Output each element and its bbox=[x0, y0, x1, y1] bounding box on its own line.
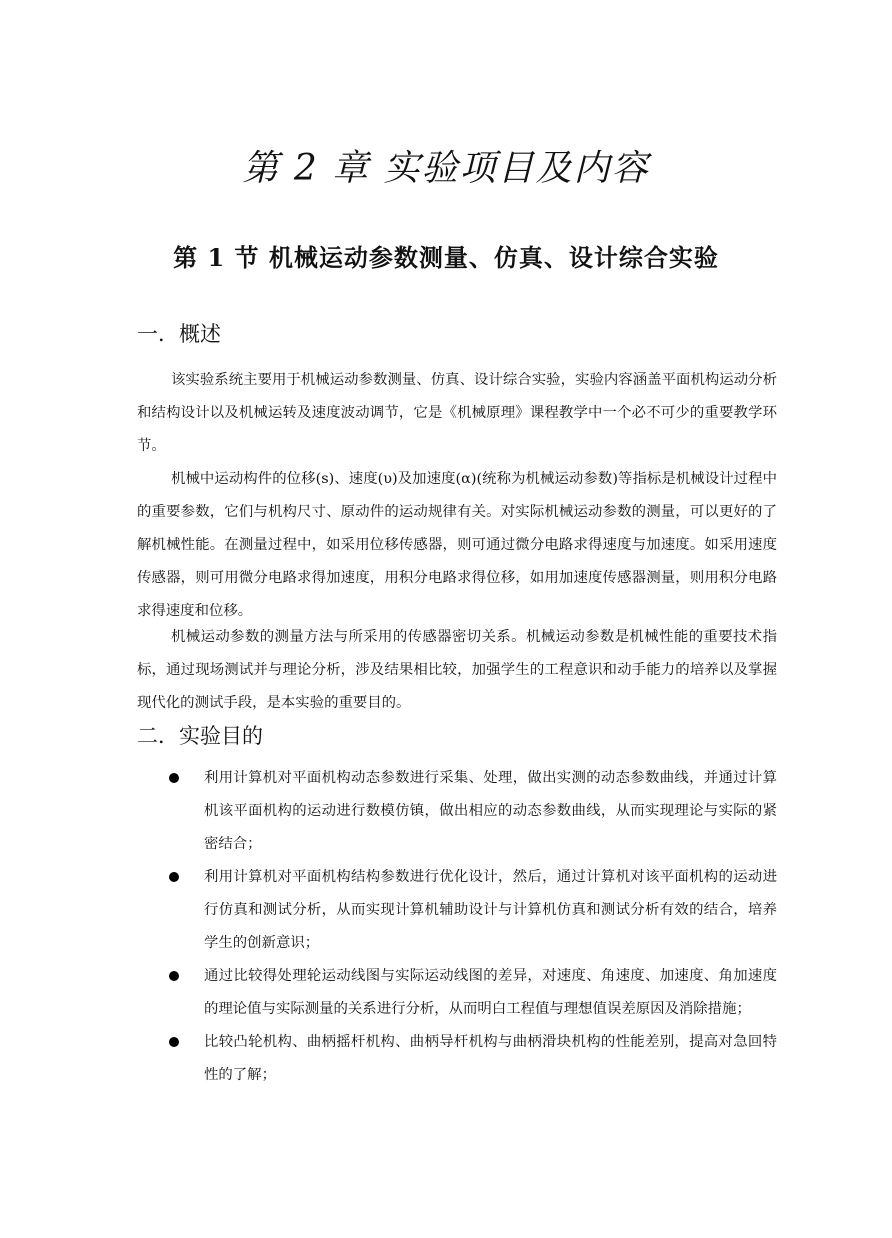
overview-paragraph: 该实验系统主要用于机械运动参数测量、仿真、设计综合实验，实验内容涵盖平面机构运动分析和结构设计以及机械运转及速度波动调节，它是《机械原理》课程教学中一个必不可少的重要教学环节。 bbox=[137, 372, 777, 454]
overview-paragraph: 机械运动参数的测量方法与所采用的传感器密切关系。机械运动参数是机械性能的重要技术指标，通过现场测试并与理论分析，涉及结果相比较，加强学生的工程意识和动手能力的培养以及掌握现代化的测试手段，是本实验的重要目的。 bbox=[137, 629, 777, 711]
section-title: 第 1 节 机械运动参数测量、仿真、设计综合实验 bbox=[173, 243, 719, 272]
list-item bbox=[137, 960, 777, 1026]
list-item bbox=[137, 861, 777, 960]
purpose-heading: 二．实验目的 bbox=[137, 724, 263, 748]
bullet-icon bbox=[169, 1037, 179, 1047]
bullet-icon bbox=[169, 872, 179, 882]
list-item-text: 比较凸轮机构、曲柄摇杆机构、曲柄导杆机构与曲柄滑块机构的性能差别，提高对急回特性的了解； bbox=[204, 1034, 777, 1083]
bullet-icon bbox=[169, 971, 179, 981]
overview-heading: 一．概述 bbox=[137, 322, 221, 346]
list-item-text: 利用计算机对平面机构动态参数进行采集、处理，做出实测的动态参数曲线，并通过计算机该平面机构的运动进行数模仿镇，做出相应的动态参数曲线，从而实现理论与实际的紧密结合； bbox=[204, 770, 777, 852]
bullet-icon bbox=[169, 773, 179, 783]
list-item-text: 利用计算机对平面机构结构参数进行优化设计，然后，通过计算机对该平面机构的运动进行仿真和测试分析，从而实现计算机辅助设计与计算机仿真和测试分析有效的结合，培养学生的创新意识； bbox=[204, 869, 777, 951]
list-item bbox=[137, 762, 777, 861]
list-item bbox=[137, 1026, 777, 1092]
chapter-title: 第 2 章 实验项目及内容 bbox=[242, 148, 650, 189]
list-item-text: 通过比较得处理轮运动线图与实际运动线图的差异，对速度、角速度、加速度、角加速度的理论值与实际测量的关系进行分析，从而明白工程值与理想值误差原因及消除措施； bbox=[204, 968, 777, 1017]
overview-paragraph: 机械中运动构件的位移(s)、速度(υ)及加速度(α)(统称为机械运动参数)等指标是机械设计过程中的重要参数，它们与机构尺寸、原动件的运动规律有关。对实际机械运动参数的测量，可以更好的了解机械性能。在测量过程中，如采用位移传感器，则可通过微分电路求得速度与加速度。如采用速度传感器，则可用微分电路求得加速度，用积分电路求得位移，如用加速度传感器测量，则用积分电路求得速度和位移。 bbox=[137, 471, 777, 619]
purpose-list bbox=[137, 762, 777, 1092]
